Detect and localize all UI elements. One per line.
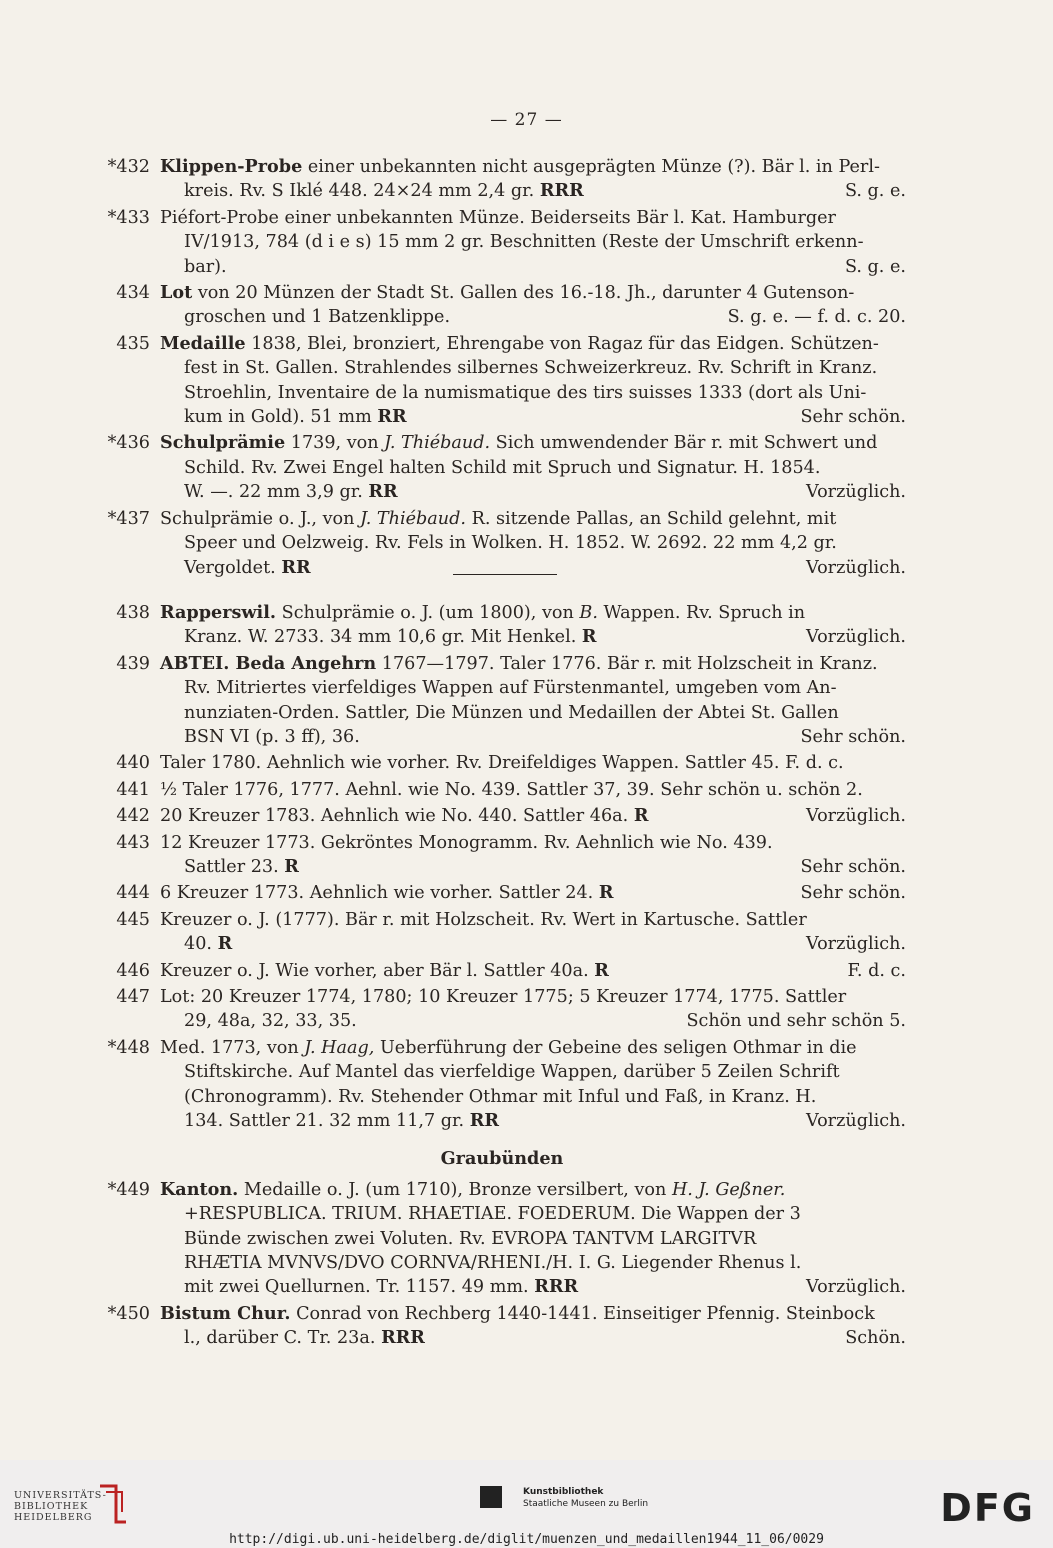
catalog-entry (98, 881, 906, 905)
condition-grade: S. g. e. — f. d. c. 20. (727, 307, 906, 328)
lot-number: *450 (107, 1303, 150, 1324)
entry-description: 6 Kreuzer 1773. Aehnlich wie vorher. Sattler 24. R Sehr schön. (160, 881, 906, 905)
lot-number: 446 (116, 960, 150, 981)
catalog-entry (98, 601, 906, 650)
condition-grade: Schön. (845, 1328, 906, 1349)
condition-grade: Sehr schön. (800, 407, 906, 428)
lot-number: 441 (116, 779, 150, 800)
catalog-entry (98, 206, 906, 279)
lot-number: 440 (116, 753, 150, 774)
entry-description: Medaille 1838, Blei, bronziert, Ehrengabe von Ragaz für das Eidgen. Schützen- fest in St. Gallen. Strahlendes silbernes Schweizerkreuz. Rv. Schrift in Kranz. Stroehlin, Inventaire de la numismatique des tirs suisses 1333 (dort als Uni- kum in Gold). 51 mm RR Sehr schön. (160, 332, 906, 430)
condition-grade: Vorzüglich. (806, 806, 906, 827)
lot-number: *448 (107, 1037, 150, 1058)
lot-number: 434 (116, 283, 150, 304)
lot-number: 439 (116, 653, 150, 674)
condition-grade: F. d. c. (847, 960, 906, 981)
entry-description: ½ Taler 1776, 1777. Aehnl. wie No. 439. Sattler 37, 39. Sehr schön u. schön 2. (160, 779, 863, 800)
entry-description: 20 Kreuzer 1783. Aehnlich wie No. 440. Sattler 46a. R Vorzüglich. (160, 804, 906, 828)
catalog-entry (98, 652, 906, 750)
entry-description: Klippen-Probe einer unbekannten nicht ausgeprägten Münze (?). Bär l. in Perl- kreis. Rv. S Iklé 448. 24×24 mm 2,4 gr. RRR S. g. e. (160, 155, 906, 204)
catalog-entry (98, 155, 906, 204)
catalog-entry (98, 778, 906, 802)
entry-description: Kreuzer o. J. Wie vorher, aber Bär l. Sattler 40a. R F. d. c. (160, 959, 906, 983)
lot-number: 443 (116, 832, 150, 853)
catalog-entry (98, 751, 906, 775)
kunstbibliothek-logo-icon (480, 1486, 502, 1508)
dfg-logo[interactable]: DFG (940, 1486, 1035, 1530)
catalog-entry (98, 332, 906, 430)
lot-number: 445 (116, 909, 150, 930)
catalog-entry (98, 507, 906, 580)
lot-number: 435 (116, 333, 150, 354)
kunstbibliothek-logo[interactable]: Kunstbibliothek Staatliche Museen zu Berlin (523, 1487, 649, 1509)
condition-grade: Sehr schön. (800, 883, 906, 904)
catalog-entry (98, 959, 906, 983)
condition-grade: Sehr schön. (800, 726, 906, 747)
entry-description: Schulprämie 1739, von J. Thiébaud. Sich umwendender Bär r. mit Schwert und Schild. Rv. Zwei Engel halten Schild mit Spruch und Signatur. H. 1854. W. —. 22 mm 3,9 gr. RR Vorzüglich. (160, 431, 906, 504)
footer-bar (0, 1460, 1053, 1548)
lot-number: 442 (116, 806, 150, 827)
condition-grade: Vorzüglich. (806, 557, 906, 578)
catalog-list (98, 155, 906, 1353)
condition-grade: S. g. e. (844, 181, 906, 202)
lot-number: 438 (116, 602, 150, 623)
catalog-entry (98, 831, 906, 880)
university-mark-icon (96, 1482, 130, 1526)
lot-number: *449 (107, 1179, 150, 1200)
university-library-logo[interactable]: UNIVERSITÄTS- BIBLIOTHEK HEIDELBERG (14, 1490, 107, 1523)
catalog-entry (98, 281, 906, 330)
section-title: Graubünden (440, 1148, 564, 1170)
entry-group (98, 155, 906, 580)
condition-grade: S. g. e. (844, 256, 906, 277)
condition-grade: Schön und sehr schön 5. (686, 1011, 906, 1032)
catalog-entry (98, 985, 906, 1034)
entry-group (98, 601, 906, 1134)
condition-grade: Vorzüglich. (806, 934, 906, 955)
entry-description: Lot von 20 Münzen der Stadt St. Gallen des 16.-18. Jh., darunter 4 Gutenson- groschen und 1 Batzenklippe. S. g. e. — f. d. c. 20. (160, 281, 906, 330)
entry-description: 12 Kreuzer 1773. Gekröntes Monogramm. Rv. Aehnlich wie No. 439. Sattler 23. R Sehr schön. (160, 831, 906, 880)
entry-description: Kreuzer o. J. (1777). Bär r. mit Holzscheit. Rv. Wert in Kartusche. Sattler 40. R Vorzüglich. (160, 908, 906, 957)
entry-description: Bistum Chur. Conrad von Rechberg 1440-1441. Einseitiger Pfennig. Steinbock l., darüber C. Tr. 23a. RRR Schön. (160, 1302, 906, 1351)
lot-number: *432 (107, 157, 150, 177)
catalog-entry (98, 1302, 906, 1351)
catalog-entry (98, 431, 906, 504)
lot-number: *437 (107, 508, 150, 529)
lot-number: *433 (107, 207, 150, 228)
entry-description: Rapperswil. Schulprämie o. J. (um 1800), von B. Wappen. Rv. Spruch in Kranz. W. 2733. 34 mm 10,6 gr. Mit Henkel. R Vorzüglich. (160, 601, 906, 650)
entry-description: ABTEI. Beda Angehrn 1767—1797. Taler 1776. Bär r. mit Holzscheit in Kranz. Rv. Mitriertes vierfeldiges Wappen auf Fürstenmantel, umgeben vom An- nunziaten-Orden. Sattler, Die Münzen und Medaillen der Abtei St. Gallen BSN VI (p. 3 ff), 36. Sehr schön. (160, 652, 906, 750)
condition-grade: Vorzüglich. (806, 1111, 906, 1132)
entry-group (98, 1178, 906, 1351)
condition-grade: Vorzüglich. (806, 482, 906, 503)
condition-grade: Sehr schön. (800, 856, 906, 877)
catalog-entry (98, 1036, 906, 1134)
entry-description: Med. 1773, von J. Haag, Ueberführung der Gebeine des seligen Othmar in die Stiftskirche. Auf Mantel das vierfeldige Wappen, darüber 5 Zeilen Schrift (Chronogramm). Rv. Stehender Othmar mit Inful und Faß, in Kranz. H. 134. Sattler 21. 32 mm 11,7 gr. RR Vorzüglich. (160, 1036, 906, 1134)
catalog-entry (98, 1178, 906, 1300)
entry-description: Schulprämie o. J., von J. Thiébaud. R. sitzende Pallas, an Schild gelehnt, mit Speer und Oelzweig. Rv. Fels in Wolken. H. 1852. W. 2692. 22 mm 4,2 gr. Vergoldet. RR Vorzüglich. (160, 507, 906, 580)
entry-description: Lot: 20 Kreuzer 1774, 1780; 10 Kreuzer 1775; 5 Kreuzer 1774, 1775. Sattler 29, 48a, 32, 33, 35. Schön und sehr schön 5. (160, 985, 906, 1034)
lot-number: *436 (107, 433, 150, 454)
condition-grade: Vorzüglich. (806, 1277, 906, 1298)
condition-grade: Vorzüglich. (806, 627, 906, 648)
catalog-entry (98, 908, 906, 957)
entry-description: Piéfort-Probe einer unbekannten Münze. Beiderseits Bär l. Kat. Hamburger IV/1913, 784 (d i e s) 15 mm 2 gr. Beschnitten (Reste der Umschrift erkenn- bar). S. g. e. (160, 206, 906, 279)
entry-description: Taler 1780. Aehnlich wie vorher. Rv. Dreifeldiges Wappen. Sattler 45. F. d. c. (160, 753, 844, 774)
catalog-entry (98, 804, 906, 828)
lot-number: 444 (116, 883, 150, 904)
lot-number: 447 (116, 987, 150, 1007)
entry-description: Kanton. Medaille o. J. (um 1710), Bronze versilbert, von H. J. Geßner. +RESPUBLICA. TRIUM. RHAETIAE. FOEDERUM. Die Wappen der 3 Bünde zwischen zwei Voluten. Rv. EVROPA TANTVM LARGITVR RHÆTIA MVNVS/DVO CORNVA/RHENI./H. I. G. Liegender Rhenus l. mit zwei Quellurnen. Tr. 1157. 49 mm. RRR Vorzüglich. (160, 1178, 906, 1300)
source-url[interactable]: http://digi.ub.uni-heidelberg.de/diglit/muenzen_und_medaillen1944_11_06/0029 (229, 1532, 824, 1547)
page-number: — 27 — (490, 110, 563, 130)
